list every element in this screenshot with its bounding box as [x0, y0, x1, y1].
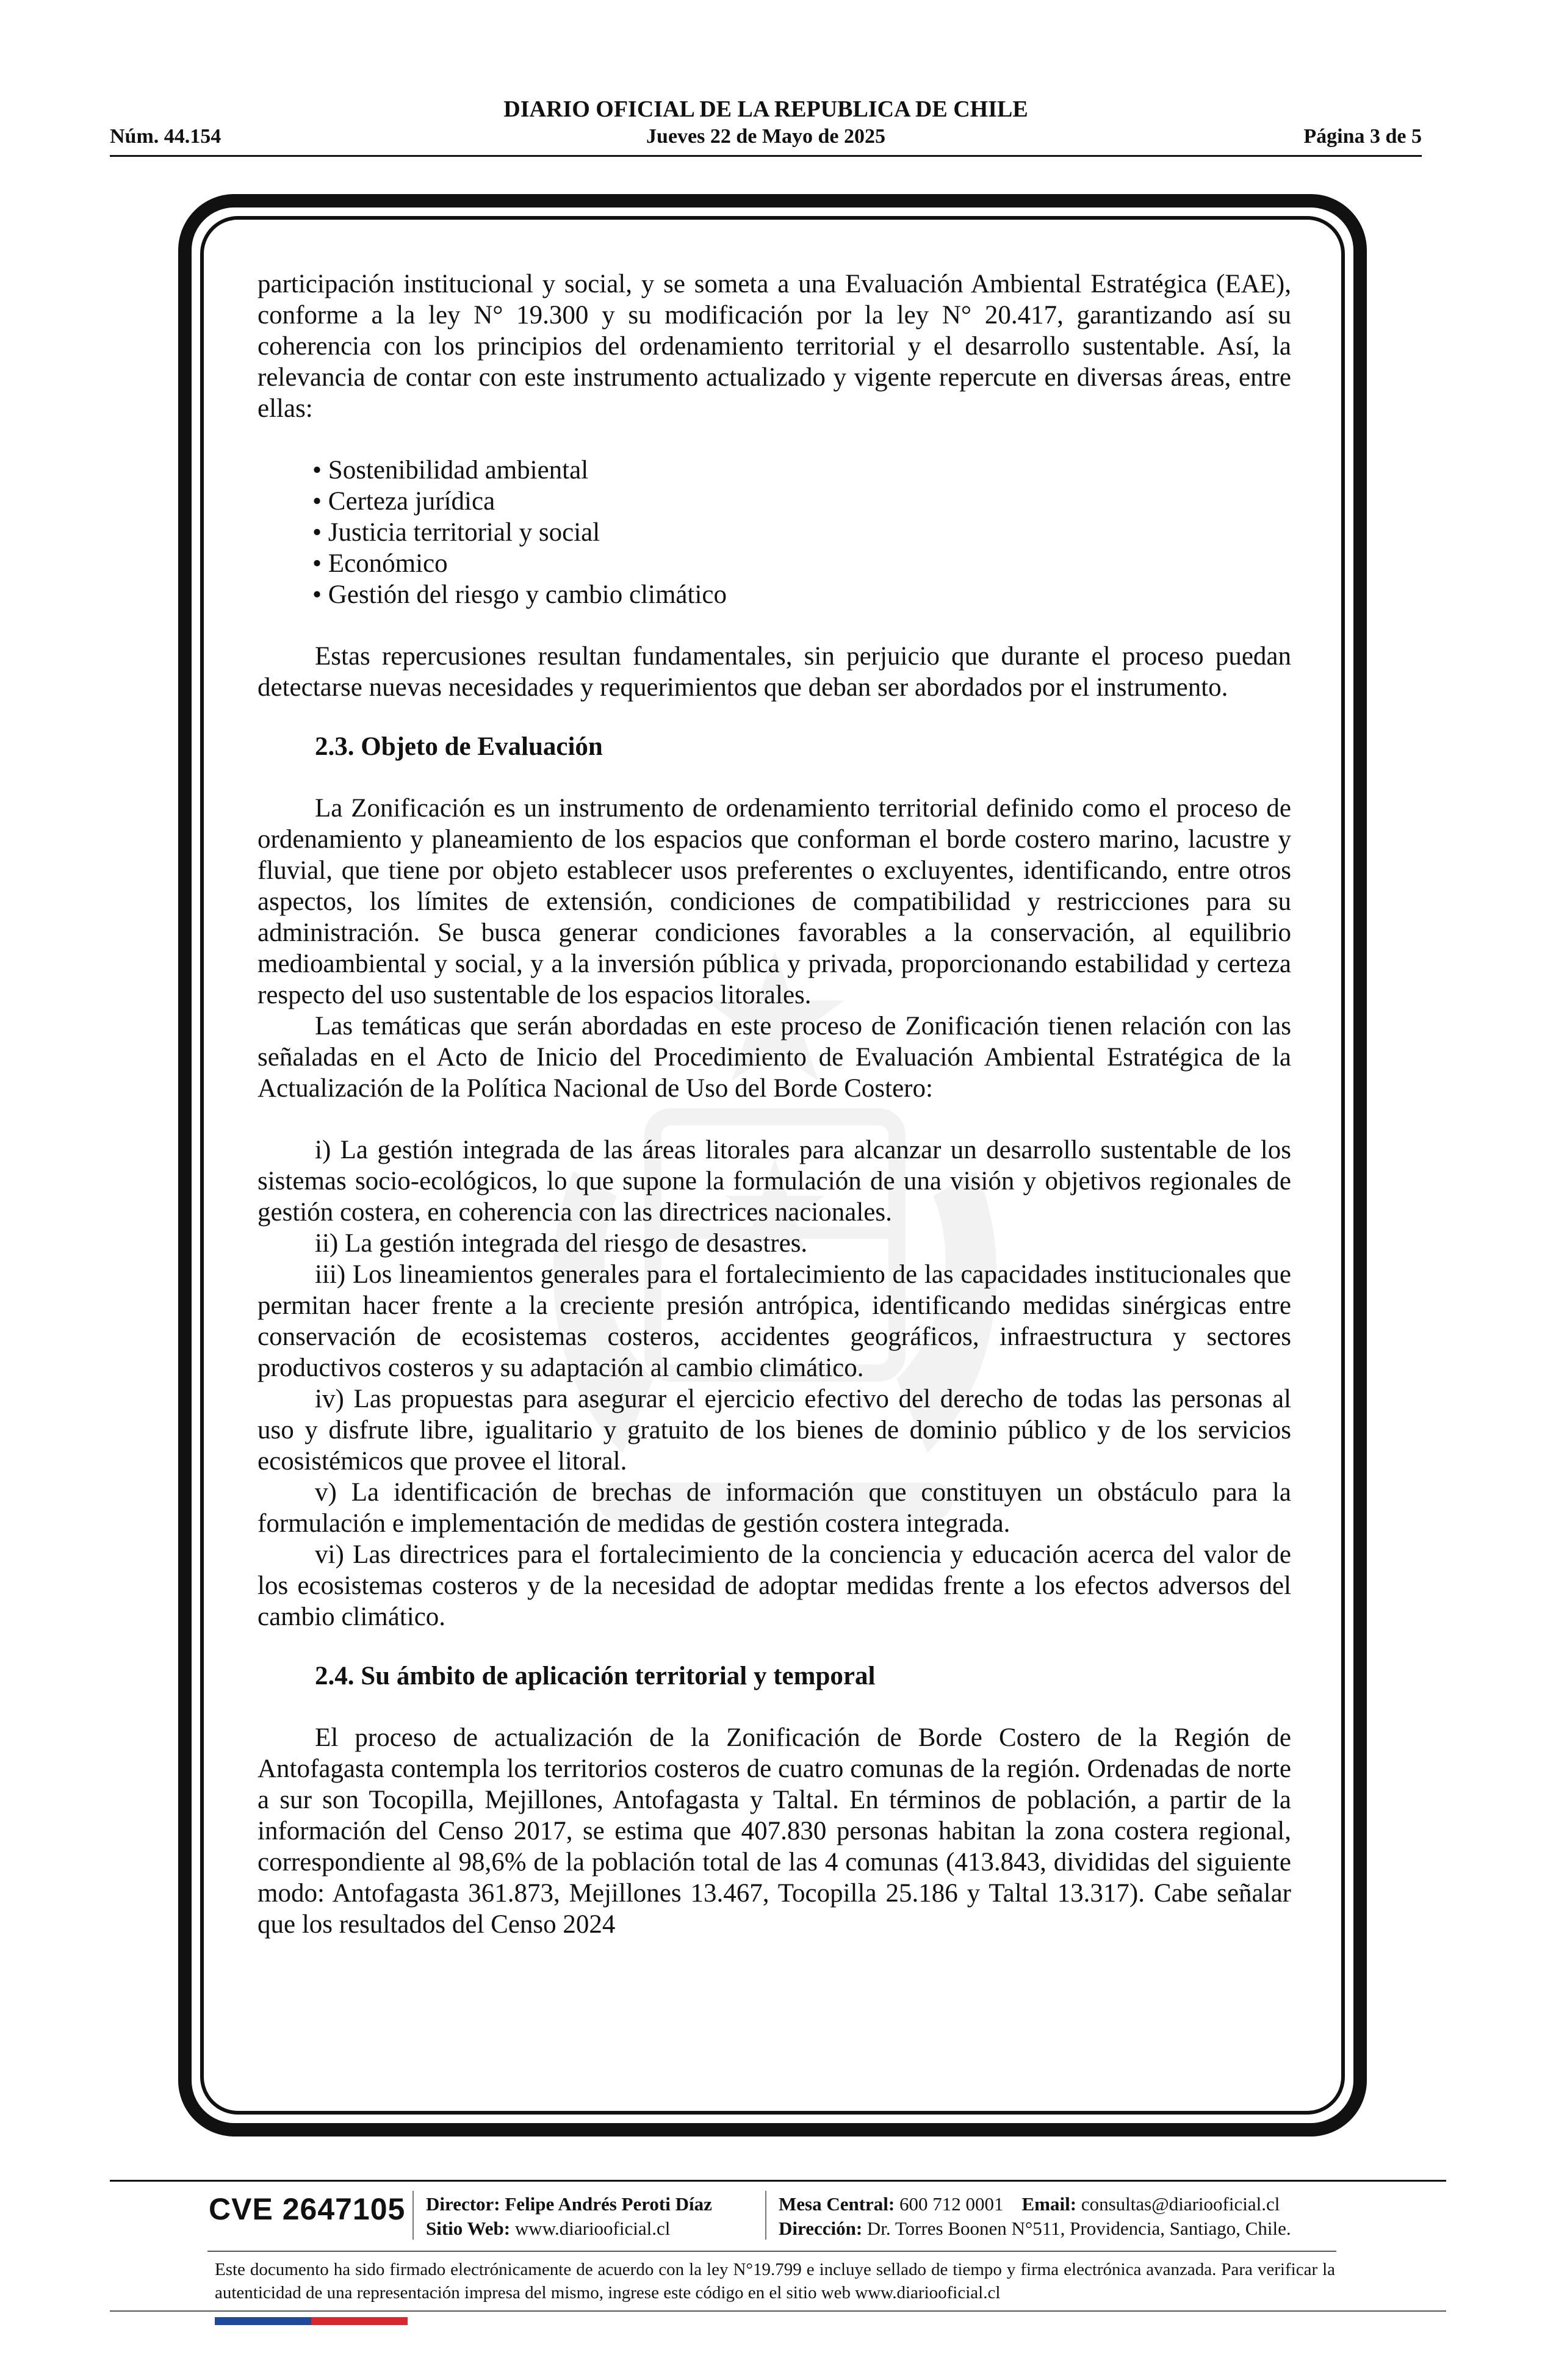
list-item: • Sostenibilidad ambiental — [312, 456, 589, 485]
topic-item: ii) La gestión integrada del riesgo de desastres. — [315, 1229, 808, 1258]
footer-divider-middle — [207, 2251, 1336, 2252]
footer-director-block — [426, 2192, 712, 2241]
zonification-paragraph: La Zonificación es un instrumento de ordenamiento territorial definido como el proceso de ordenamiento y planeamiento de los espacios que conforman el borde costero marino, lacustre y fluvial, que tiene por objeto establecer usos preferentes o excluyentes, identificando, entre otros aspectos, los límites de extensión, condiciones de compatibilidad y restricciones para su administración. Se busca generar condiciones favorables a la conservación, al equilibrio medioambiental y social, y a la inversión pública y privada, proporcionando estabilidad y certeza respecto del uso sustentable de los espacios litorales. — [258, 794, 1291, 1009]
topic-item: vi) Las directrices para el fortalecimiento de la conciencia y educación acerca del valor de los ecosistemas costeros y de la necesidad de adoptar medidas frente a los efectos adversos del cambio climático. — [258, 1540, 1291, 1631]
list-item: • Justicia territorial y social — [312, 518, 600, 547]
footer-contact-block — [779, 2192, 1291, 2241]
website-label: Sitio Web: — [426, 2218, 511, 2239]
flag-stripe-red — [311, 2317, 408, 2325]
footer-divider-top — [110, 2180, 1446, 2182]
page-number: Página 3 de 5 — [1303, 125, 1422, 148]
publication-title: DIARIO OFICIAL DE LA REPUBLICA DE CHILE — [503, 96, 1028, 122]
website-link[interactable]: www.diariooficial.cl — [514, 2218, 671, 2239]
topic-item: i) La gestión integrada de las áreas litorales para alcanzar un desarrollo sustentable de los sistemas socio-ecológicos, lo que supone la formulación de una visión y objetivos regionales de gestión costera, en coherencia con las directrices nacionales. — [258, 1136, 1291, 1227]
footer-separator — [765, 2191, 766, 2240]
page-header — [110, 92, 1422, 157]
repercussion-areas-list — [258, 455, 1291, 610]
footer-divider-bottom — [110, 2310, 1446, 2312]
section-heading-2-4: 2.4. Su ámbito de aplicación territorial y temporal — [315, 1662, 876, 1690]
phone-label: Mesa Central: — [779, 2193, 895, 2215]
scope-paragraph: El proceso de actualización de la Zonificación de Borde Costero de la Región de Antofagasta contempla los territorios costeros de cuatro comunas de la región. Ordenadas de norte a sur son Tocopilla, Mejillones, Antofagasta y Taltal. En términos de población, a partir de la información del Censo 2017, se estima que 407.830 personas habitan la zona costera regional, correspondiente al 98,6% de la población total de las 4 comunas (413.843, divididas del siguiente modo: Antofagasta 361.873, Mejillones 13.467, Tocopilla 25.186 y Taltal 13.317). Cabe señalar que los resultados del Censo 2024 — [258, 1723, 1291, 1939]
topic-item: iii) Los lineamientos generales para el fortalecimiento de las capacidades institucionales que permitan hacer frente a la creciente presión antrópica, identificando medidas sinérgicas entre conservación de ecosistemas costeros, accidentes geográficos, infraestructura y sectores productivos costeros y su adaptación al cambio climático. — [258, 1260, 1291, 1382]
issue-number: Núm. 44.154 — [110, 125, 222, 148]
header-divider — [110, 155, 1422, 157]
list-item: • Económico — [312, 549, 448, 578]
topic-item: v) La identificación de brechas de información que constituyen un obstáculo para la formulación e implementación de medidas de gestión costera integrada. — [258, 1478, 1291, 1538]
issue-date: Jueves 22 de Mayo de 2025 — [646, 125, 885, 148]
director-label: Director: Felipe Andrés Peroti Díaz — [426, 2193, 712, 2215]
email-label: Email: — [1021, 2193, 1077, 2215]
intro-paragraph: participación institucional y social, y se someta a una Evaluación Ambiental Estratégica (EAE), conforme a la ley N° 19.300 y su modificación por la ley N° 20.417, garantizando así su coherencia con los principios del ordenamiento territorial y el desarrollo sustentable. Así, la relevancia de contar con este instrumento actualizado y vigente repercute en diversas áreas, entre ellas: — [258, 270, 1291, 423]
topics-paragraph: Las temáticas que serán abordadas en este proceso de Zonificación tienen relación con las señaladas en el Acto de Inicio del Procedimiento de Evaluación Ambiental Estratégica de la Actualización de la Política Nacional de Uso del Borde Costero: — [258, 1012, 1291, 1103]
topic-item: iv) Las propuestas para asegurar el ejercicio efectivo del derecho de todas las personas al uso y disfrute libre, igualitario y gratuito de los bienes de dominio público y de los servicios ecosistémicos que provee el litoral. — [258, 1385, 1291, 1476]
list-item: • Certeza jurídica — [312, 487, 495, 516]
address-value: Dr. Torres Boonen N°511, Providencia, Santiago, Chile. — [866, 2218, 1291, 2239]
address-label: Dirección: — [779, 2218, 863, 2239]
document-body — [258, 269, 1291, 1940]
repercussions-paragraph: Estas repercusiones resultan fundamentales, sin perjuicio que durante el proceso puedan detectarse nuevas necesidades y requerimientos que deban ser abordados por el instrumento. — [258, 642, 1291, 702]
signature-disclaimer: Este documento ha sido firmado electrónicamente de acuerdo con la ley N°19.799 e incluye sellado de tiempo y firma electrónica avanzada. Para verificar la autenticidad de una representación impresa del mismo, ingrese este código en el sitio web www.diariooficial.cl — [215, 2260, 1335, 2302]
email-link[interactable]: consultas@diariooficial.cl — [1081, 2193, 1280, 2215]
section-heading-2-3: 2.3. Objeto de Evaluación — [315, 732, 603, 761]
list-item: • Gestión del riesgo y cambio climático — [312, 580, 727, 609]
cve-code: CVE 2647105 — [209, 2192, 406, 2226]
footer-separator — [412, 2191, 414, 2240]
flag-stripe-blue — [215, 2317, 311, 2325]
phone-value: 600 712 0001 — [899, 2193, 1004, 2215]
